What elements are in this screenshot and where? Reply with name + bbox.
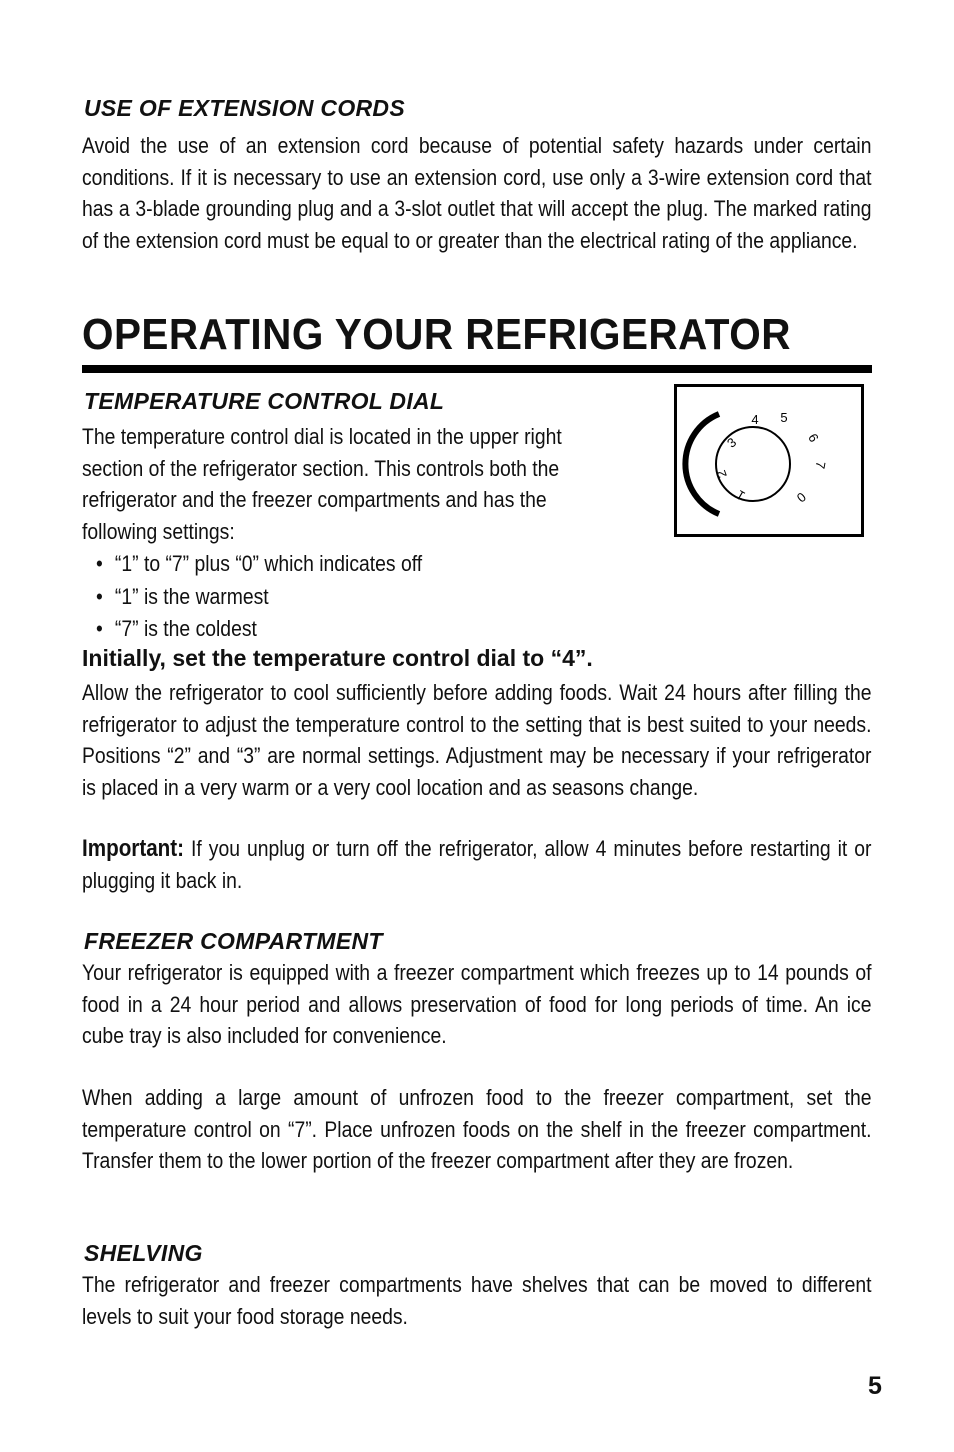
- dial-number-1: 1: [733, 487, 748, 504]
- dial-number-0: 0: [793, 489, 809, 506]
- temperature-dial-heading: TEMPERATURE CONTROL DIAL: [84, 388, 445, 414]
- dial-icon: [677, 387, 861, 534]
- page-number: 5: [868, 1372, 882, 1400]
- freezer-heading: FREEZER COMPARTMENT: [84, 928, 383, 954]
- freezer-para-1: Your refrigerator is equipped with a freezer compartment which freezes up to 14 pounds of food in a 24 hour period and allows preservation of food for long periods of time. An ice cube tray is also included for convenience.: [82, 960, 872, 1048]
- dial-warm-arc: [685, 414, 719, 514]
- shelving-body: The refrigerator and freezer compartments have shelves that can be moved to different levels to suit your food storage needs.: [82, 1272, 872, 1329]
- freezer-para-2: When adding a large amount of unfrozen food to the freezer compartment, set the temperature control on “7”. Place unfrozen foods on the shelf in the freezer compartment. Transfer them to the lower portion of the freezer compartment after they are frozen.: [82, 1085, 872, 1173]
- title-rule: [82, 365, 872, 373]
- temperature-dial-intro: The temperature control dial is located in the upper right section of the refrigerator section. This controls both the refrigerator and the freezer compartments and has the following settings:: [82, 424, 562, 544]
- important-text: If you unplug or turn off the refrigerator, allow 4 minutes before restarting it or plugging it back in.: [82, 836, 872, 893]
- temperature-dial-illustration: [674, 384, 864, 537]
- important-label: Important:: [82, 835, 185, 862]
- list-item: • “1” is the warmest: [96, 583, 269, 609]
- dial-number-2: 2: [713, 468, 730, 481]
- list-item: • “1” to “7” plus “0” which indicates off: [96, 551, 423, 576]
- dial-number-7: 7: [812, 460, 829, 470]
- dial-number-4: 4: [751, 412, 759, 427]
- initial-setting-instruction: Initially, set the temperature control dial to “4”.: [82, 645, 593, 671]
- list-item: • “7” is the coldest: [96, 616, 257, 641]
- temperature-dial-body: Allow the refrigerator to cool sufficiently before adding foods. Wait 24 hours after filling the refrigerator to adjust the temperature control to the setting that is best suited to your needs. Positions “2” and “3” are normal settings. Adjustment may be necessary if your refrigerator is placed in a very warm or a very cool location and as seasons change.: [82, 680, 872, 800]
- extension-cords-body: Avoid the use of an extension cord because of potential safety hazards under certain conditions. If it is necessary to use an extension cord, use only a 3-wire extension cord that has a 3-blade grounding plug and a 3-slot outlet that will accept the plug. The marked rating of the extension cord must be equal to or greater than the electrical rating of the appliance.: [82, 133, 872, 253]
- extension-cords-heading: USE OF EXTENSION CORDS: [84, 95, 405, 121]
- dial-settings-list: [96, 548, 422, 646]
- page-title: OPERATING YOUR REFRIGERATOR: [82, 310, 791, 359]
- dial-number-3: 3: [724, 434, 740, 451]
- dial-number-6: 6: [805, 430, 822, 445]
- important-note: [82, 833, 871, 896]
- dial-number-5: 5: [780, 410, 788, 425]
- shelving-heading: SHELVING: [84, 1240, 203, 1266]
